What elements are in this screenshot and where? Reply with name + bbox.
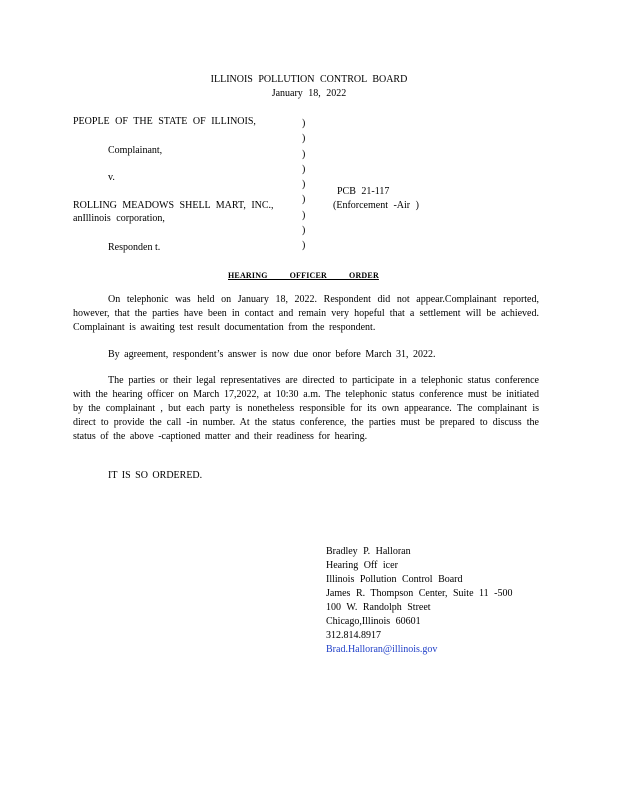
- signer-title: Hearing Off icer: [326, 560, 398, 571]
- paragraph-answer-due: By agreement, respondent’s answer is now due onor before March 31, 2022.: [108, 349, 436, 360]
- order-title: HEARING OFFICER ORDER: [228, 271, 379, 280]
- phone-number: 312.814.8917: [326, 630, 381, 641]
- defendant-name: ROLLING MEADOWS SHELL MART, INC.,: [73, 200, 274, 211]
- plaintiff-name: PEOPLE OF THE STATE OF ILLINOIS,: [73, 116, 256, 127]
- versus-label: v.: [108, 172, 115, 183]
- signer-agency: Illinois Pollution Control Board: [326, 574, 463, 585]
- paragraph-conference: The parties or their legal representatives are directed to participate in a telephonic status conference with the hearing officer on March 17,2022, at 10:30 a.m. The telephonic status conference must be initiated by the complainant , but each party is nonetheless responsible for its own appearance. The complainant is direct to provide the call -in number. At the status conference, the parties must be prepared to discuss the status of the above -captioned matter and their readiness for hearing.: [73, 375, 539, 442]
- case-type: (Enforcement -Air ): [333, 200, 419, 211]
- agency-header: ILLINOIS POLLUTION CONTROL BOARD: [210, 74, 408, 85]
- paragraph-status: On telephonic was held on January 18, 2022. Respondent did not appear.Complainant reported, however, that the parties have been in contact and remain very hopeful that a settlement will be achieved. Complainant is awaiting test result documentation from the respondent.: [73, 294, 539, 333]
- address-line-2: 100 W. Randolph Street: [326, 602, 431, 613]
- paragraph-ordered: IT IS SO ORDERED.: [108, 470, 203, 481]
- address-line-1: James R. Thompson Center, Suite 11 -500: [326, 588, 513, 599]
- caption-parentheses: ) ) ) ) ) ) ) ) ): [302, 118, 306, 252]
- document-date: January 18, 2022: [271, 88, 347, 99]
- signer-name: Bradley P. Halloran: [326, 546, 411, 557]
- signature-block: [326, 545, 512, 657]
- defendant-description: anIllinois corporation,: [73, 213, 165, 224]
- defendant-role: Responden t.: [108, 242, 161, 253]
- case-number: PCB 21-117: [337, 186, 390, 197]
- plaintiff-role: Complainant,: [108, 145, 163, 156]
- email-link[interactable]: Brad.Halloran@illinois.gov: [326, 644, 438, 655]
- address-city: Chicago,Illinois 60601: [326, 616, 421, 627]
